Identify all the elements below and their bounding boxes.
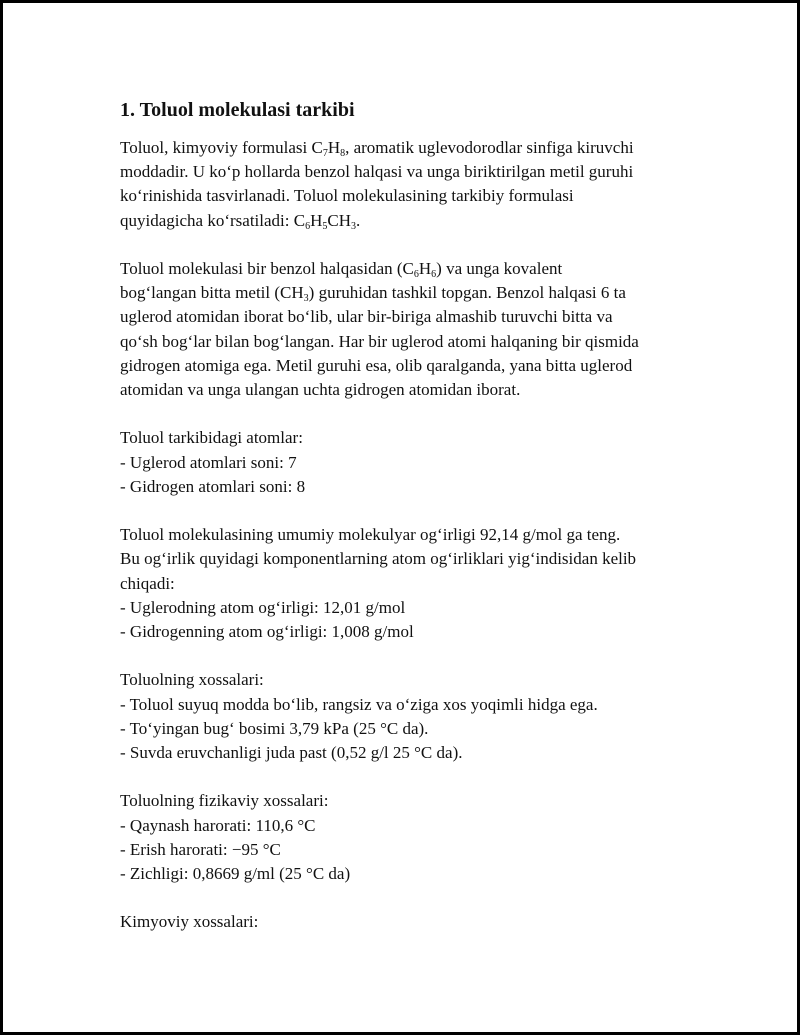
list-item: - Uglerod atomlari soni: 7 (120, 452, 297, 472)
atoms-list (120, 426, 700, 499)
structure-line-6: atomidan va unga ulangan uchta gidrogen atomidan iborat. (120, 380, 521, 400)
text-run: quyidagicha ko‘rsatiladi: C (120, 210, 306, 230)
properties-heading: Toluolning xossalari: (120, 670, 264, 690)
text-run: Toluol molekulasi bir benzol halqasidan (C (120, 259, 414, 278)
subscript: 8 (340, 148, 346, 159)
physical-heading: Toluolning fizikaviy xossalari: (120, 791, 329, 811)
intro-line-2: moddadir. U ko‘p hollarda benzol halqasi va unga biriktirilgan metil guruhi (120, 162, 634, 182)
weight-paragraph (120, 523, 700, 644)
text-run: H (327, 138, 341, 157)
intro-line-4 (120, 209, 700, 233)
list-item: - Gidrogen atomlari soni: 8 (120, 476, 306, 496)
list-item: - To‘yingan bug‘ bosimi 3,79 kPa (25 °C da). (120, 718, 429, 738)
text-run: ) guruhidan tashkil topgan. Benzol halqasi 6 ta (308, 283, 626, 303)
subscript: 7 (322, 148, 328, 159)
subscript: 5 (322, 220, 328, 232)
physical-properties-list (120, 789, 700, 886)
structure-line-2 (120, 281, 700, 305)
text-run: . (355, 210, 361, 230)
weight-line-1: Toluol molekulasining umumiy molekulyar og‘irligi 92,14 g/mol ga teng. (120, 525, 621, 545)
intro-line-3: ko‘rinishida tasvirlanadi. Toluol molekulasining tarkibiy formulasi (120, 186, 574, 206)
text-run: H (310, 210, 323, 230)
list-item: - Toluol suyuq modda bo‘lib, rangsiz va o‘ziga xos yoqimli hidga ega. (120, 694, 598, 714)
intro-paragraph (120, 136, 700, 233)
subscript: 6 (431, 269, 437, 280)
weight-line-3: chiqadi: (120, 573, 175, 593)
document-body (120, 97, 700, 935)
chemical-heading: Kimyoviy xossalari: (120, 912, 259, 932)
properties-list (120, 668, 700, 765)
structure-line-4: qo‘sh bog‘lar bilan bog‘langan. Har bir uglerod atomi halqaning bir qismida (120, 331, 639, 351)
chemical-properties-section (120, 910, 700, 934)
section-title: 1. Toluol molekulasi tarkibi (120, 99, 355, 121)
weight-line-2: Bu og‘irlik quyidagi komponentlarning atom og‘irliklari yig‘indisidan kelib (120, 549, 637, 569)
atoms-heading: Toluol tarkibidagi atomlar: (120, 428, 303, 448)
text-run: CH (327, 210, 351, 230)
text-run: , aromatik uglevodorodlar sinfiga kiruvchi (345, 138, 634, 157)
list-item: - Gidrogenning atom og‘irligi: 1,008 g/mol (120, 622, 414, 642)
text-run: Toluol, kimyoviy formulasi C (120, 138, 323, 157)
list-item: - Zichligi: 0,8669 g/ml (25 °C da) (120, 864, 351, 884)
subscript: 6 (305, 220, 311, 232)
text-run: H (418, 259, 432, 278)
subscript: 3 (350, 220, 356, 232)
list-item: - Suvda eruvchanligi juda past (0,52 g/l 25 °C da). (120, 743, 463, 763)
subscript: 3 (303, 293, 309, 305)
structure-line-5: gidrogen atomiga ega. Metil guruhi esa, olib qaralganda, yana bitta uglerod (120, 355, 633, 375)
list-item: - Erish harorati: −95 °C (120, 839, 281, 859)
intro-line-1 (120, 136, 700, 160)
list-item: - Uglerodning atom og‘irligi: 12,01 g/mol (120, 597, 406, 617)
text-run: bog‘langan bitta metil (CH (120, 283, 304, 303)
structure-line-3: uglerod atomidan iborat bo‘lib, ular bir-biriga almashib turuvchi bitta va (120, 307, 613, 327)
text-run: ) va unga kovalent (436, 259, 563, 278)
subscript: 6 (413, 269, 419, 280)
structure-line-1 (120, 257, 700, 281)
list-item: - Qaynash harorati: 110,6 °C (120, 815, 316, 835)
structure-paragraph (120, 257, 700, 402)
